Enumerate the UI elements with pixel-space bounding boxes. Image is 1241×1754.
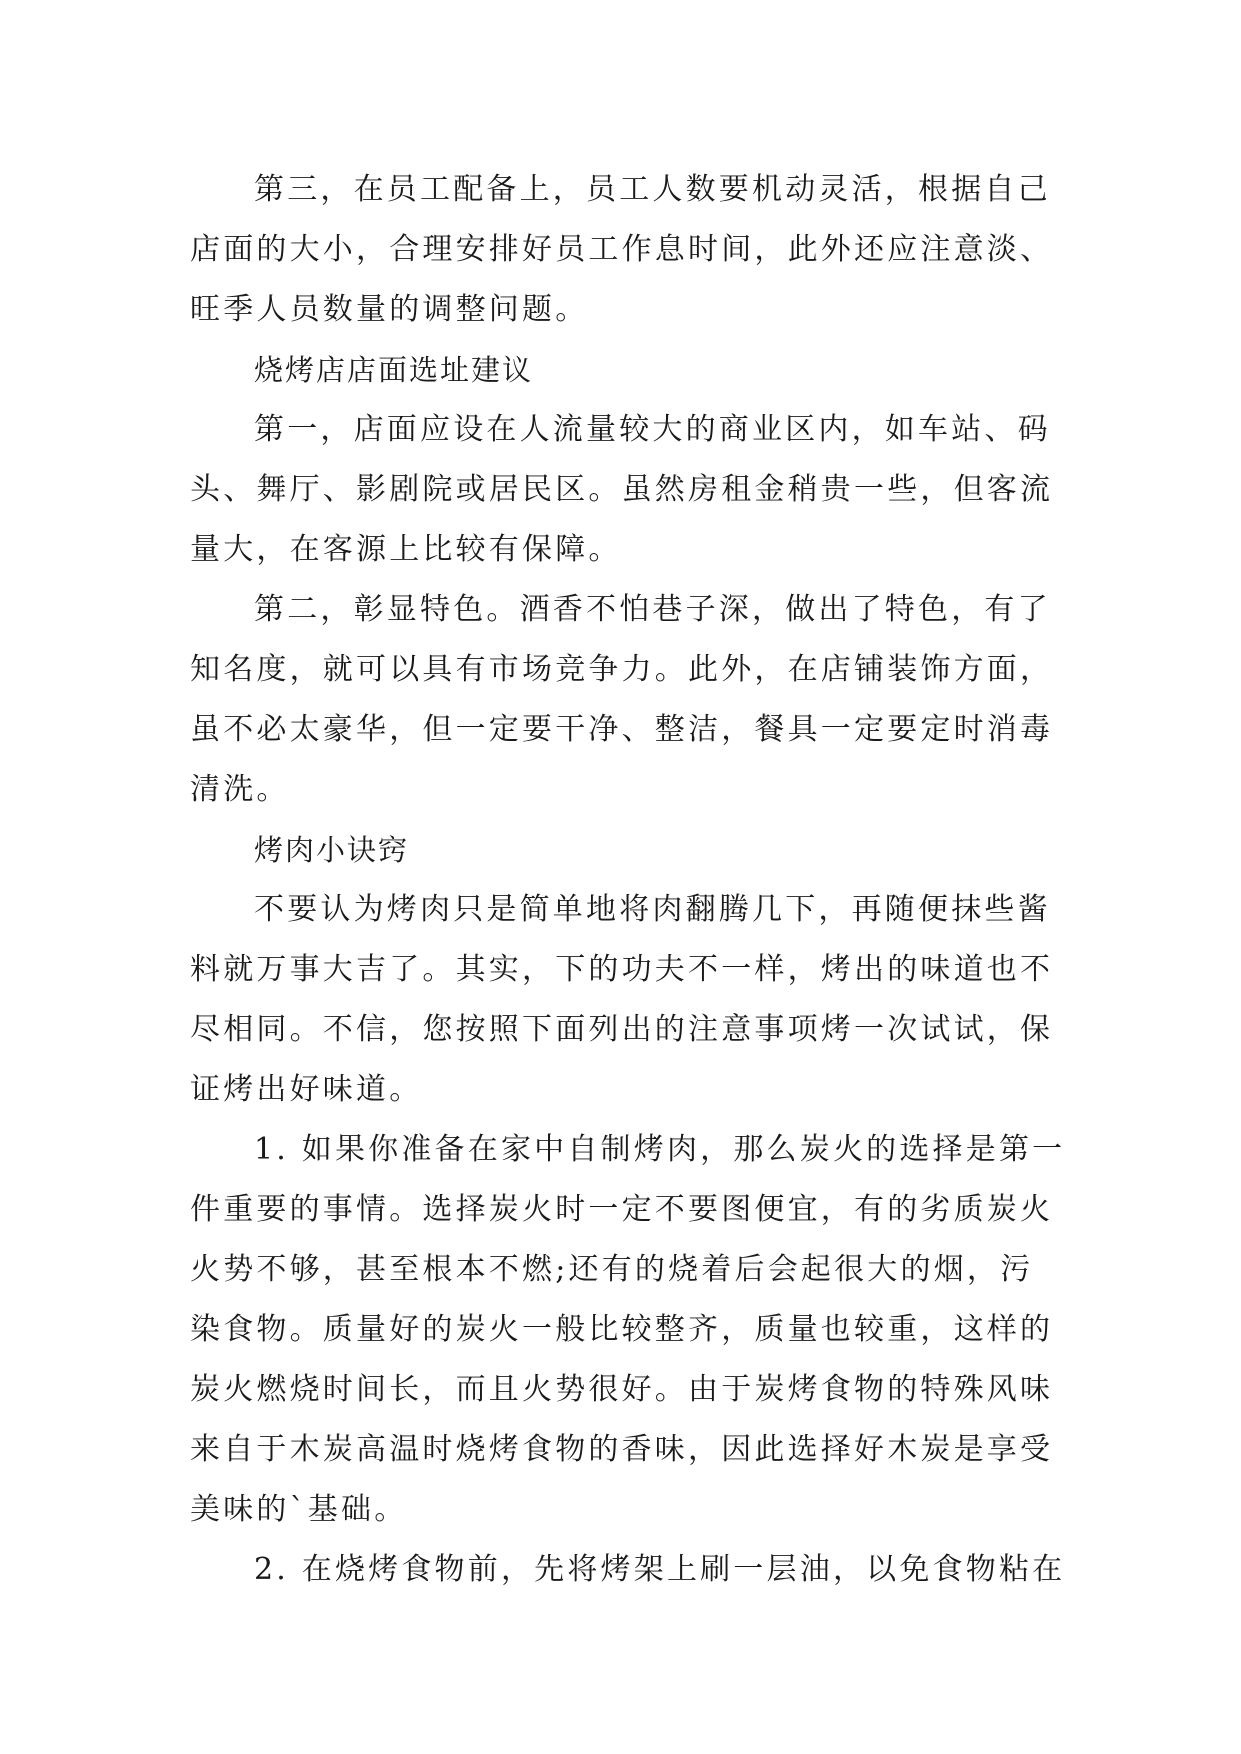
paragraph-line: 清洗。 [190, 772, 290, 807]
section-heading: 烤肉小诀窍 [254, 833, 410, 867]
paragraph-line: 证烤出好味道。 [190, 1072, 423, 1107]
paragraph-line: 店面的大小，合理安排好员工作息时间，此外还应注意淡、 [190, 232, 1054, 267]
paragraph-line: 料就万事大吉了。其实，下的功夫不一样，烤出的味道也不 [190, 952, 1054, 987]
paragraph-line: 2. 在烧烤食物前，先将烤架上刷一层油，以免食物粘在 [254, 1552, 1066, 1587]
paragraph-line: 第一，店面应设在人流量较大的商业区内，如车站、码 [254, 412, 1051, 447]
paragraph-line: 美味的`基础。 [190, 1492, 408, 1527]
paragraph-line: 火势不够，甚至根本不燃;还有的烧着后会起很大的烟，污 [190, 1252, 1034, 1287]
paragraph-line: 1. 如果你准备在家中自制烤肉，那么炭火的选择是第一 [254, 1132, 1066, 1167]
paragraph-line: 知名度，就可以具有市场竞争力。此外，在店铺装饰方面， [190, 652, 1054, 687]
paragraph-line: 虽不必太豪华，但一定要干净、整洁，餐具一定要定时消毒 [190, 712, 1054, 747]
section-heading: 烧烤店店面选址建议 [254, 353, 534, 387]
paragraph-line: 炭火燃烧时间长，而且火势很好。由于炭烤食物的特殊风味 [190, 1372, 1054, 1407]
paragraph-line: 旺季人员数量的调整问题。 [190, 292, 589, 327]
paragraph-line: 件重要的事情。选择炭火时一定不要图便宜，有的劣质炭火 [190, 1192, 1054, 1227]
paragraph-line: 尽相同。不信，您按照下面列出的注意事项烤一次试试，保 [190, 1012, 1054, 1047]
paragraph-line: 量大，在客源上比较有保障。 [190, 532, 622, 567]
document-body [190, 160, 1066, 1600]
paragraph-line: 来自于木炭高温时烧烤食物的香味，因此选择好木炭是享受 [190, 1432, 1054, 1467]
paragraph-line: 第三，在员工配备上，员工人数要机动灵活，根据自己 [254, 172, 1051, 207]
paragraph-line: 不要认为烤肉只是简单地将肉翻腾几下，再随便抹些酱 [254, 892, 1051, 927]
paragraph-line: 头、舞厅、影剧院或居民区。虽然房租金稍贵一些，但客流 [190, 472, 1054, 507]
paragraph-line: 第二，彰显特色。酒香不怕巷子深，做出了特色，有了 [254, 592, 1051, 627]
paragraph-line: 染食物。质量好的炭火一般比较整齐，质量也较重，这样的 [190, 1312, 1054, 1347]
